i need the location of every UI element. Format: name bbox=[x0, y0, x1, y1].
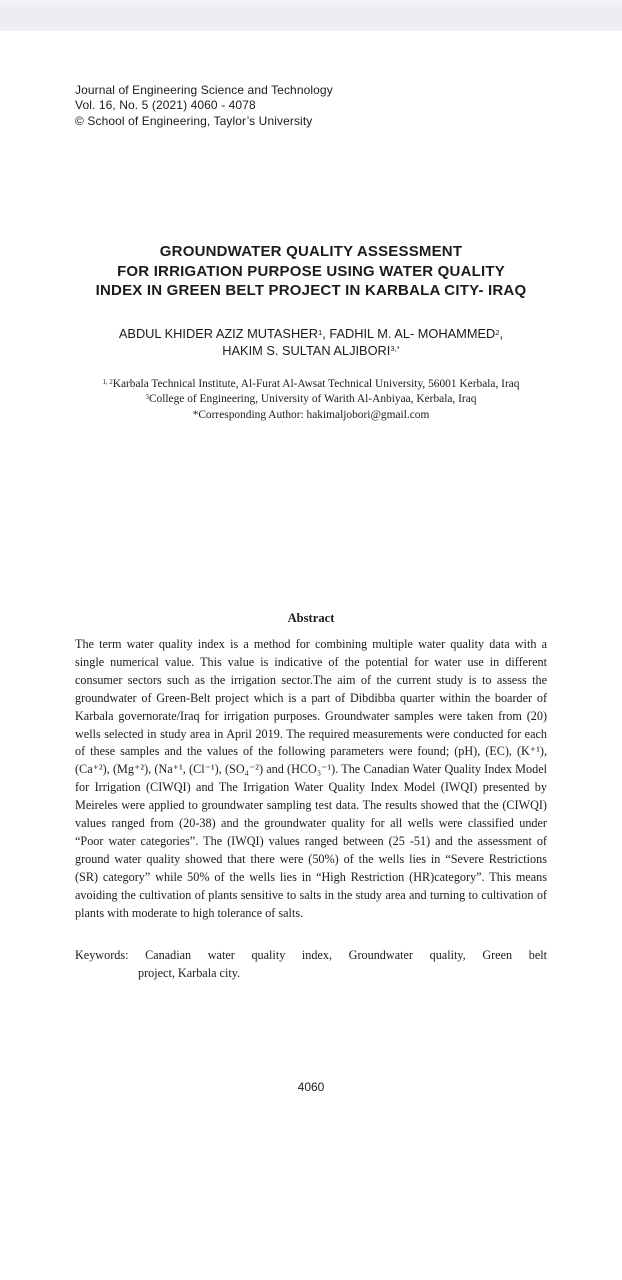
paper-title-line1: GROUNDWATER QUALITY ASSESSMENT bbox=[159, 243, 463, 260]
corresponding-author-email: *Corresponding Author: hakimaljobori@gmail.com bbox=[192, 408, 430, 421]
top-letterbox-band bbox=[0, 0, 622, 31]
author-affiliation-mark: 2 bbox=[495, 327, 500, 337]
affiliation-mark: 3 bbox=[145, 394, 149, 402]
page-number: 4060 bbox=[297, 1080, 325, 1094]
affiliation-text: College of Engineering, University of Warith Al-Anbiyaa, Kerbala, Iraq bbox=[148, 393, 477, 406]
author-list bbox=[30, 326, 592, 360]
keywords-text: Canadian water quality index, Groundwater quality, Green belt bbox=[145, 948, 547, 962]
author-line-2 bbox=[30, 343, 592, 360]
keywords-block bbox=[75, 947, 547, 983]
paper-title bbox=[40, 242, 582, 301]
author-name: , FADHIL M. AL- MOHAMMED bbox=[322, 326, 496, 341]
paper-title-line2: FOR IRRIGATION PURPOSE USING WATER QUALITY bbox=[117, 262, 505, 280]
affiliations bbox=[20, 377, 602, 423]
abstract-paragraph: The term water quality index is a method for combining multiple water quality data with a single numerical value. This value is indicative of the potential for water use in different consumer sectors such as the irrigation sector.The aim of the current study is to assess the groundwater of Green-Belt project which is a part of Dibdibba quarter within the boarder of Karbala governorate/Iraq for irrigation purposes. Groundwater samples were taken from (20) wells selected in study area in April 2019. The required measurements were conducted for each of these samples and the values of the following parameters were found; (pH), (EC), (K⁺¹), (Ca⁺²), (Mg⁺²), (Na⁺¹, (Cl⁻¹), (SO₄⁻²) and (HCO₃⁻¹). The Canadian Water Quality Index Model for Irrigation (CIWQI) and The Irrigation Water Quality Index Model (IWQI) presented by Meireles were applied to groundwater sampling test data. The results showed that the (CIWQI) values ranged from (20-38) and the groundwater quality for all wells were classified under “Poor water categories”. The (IWQI) values ranged between (25 -51) and the assessment of ground water quality showed that there were (50%) of the wells lies in “Severe Restrictions (SR) category” while 50% of the wells lies in “High Restriction (HR)category”. This means avoiding the cultivation of plants sensitive to salts in the study area and turning to cultivation of plants with moderate to high tolerance of salts. bbox=[75, 637, 547, 920]
paper-title-line3: INDEX IN GREEN BELT PROJECT IN KARBALA CITY- IRAQ bbox=[95, 282, 527, 299]
keywords-line-1 bbox=[75, 947, 547, 965]
journal-volume-pages: Vol. 16, No. 5 (2021) 4060 - 4078 bbox=[75, 98, 256, 113]
journal-copyright: © School of Engineering, Taylor’s University bbox=[75, 113, 313, 128]
affiliation-line-1 bbox=[20, 377, 602, 392]
journal-header bbox=[75, 83, 333, 129]
author-affiliation-mark: 3,* bbox=[390, 344, 400, 354]
affiliation-text: Karbala Technical Institute, Al-Furat Al-Awsat Technical University, 56001 Kerbala, Iraq bbox=[112, 378, 520, 390]
keywords-label: Keywords: bbox=[75, 948, 129, 962]
author-affiliation-mark: 1 bbox=[317, 327, 323, 337]
abstract-heading: Abstract bbox=[287, 611, 335, 625]
keywords-line-2: project, Karbala city. bbox=[138, 965, 241, 980]
author-separator: , bbox=[499, 326, 504, 341]
affiliation-line-2 bbox=[20, 392, 602, 407]
author-name: HAKIM S. SULTAN ALJIBORI bbox=[222, 342, 391, 358]
author-name: ABDUL KHIDER AZIZ MUTASHER bbox=[118, 326, 318, 341]
author-line-1 bbox=[30, 326, 592, 343]
affiliation-mark: 1, 2 bbox=[102, 378, 113, 386]
journal-name: Journal of Engineering Science and Technology bbox=[75, 83, 333, 97]
